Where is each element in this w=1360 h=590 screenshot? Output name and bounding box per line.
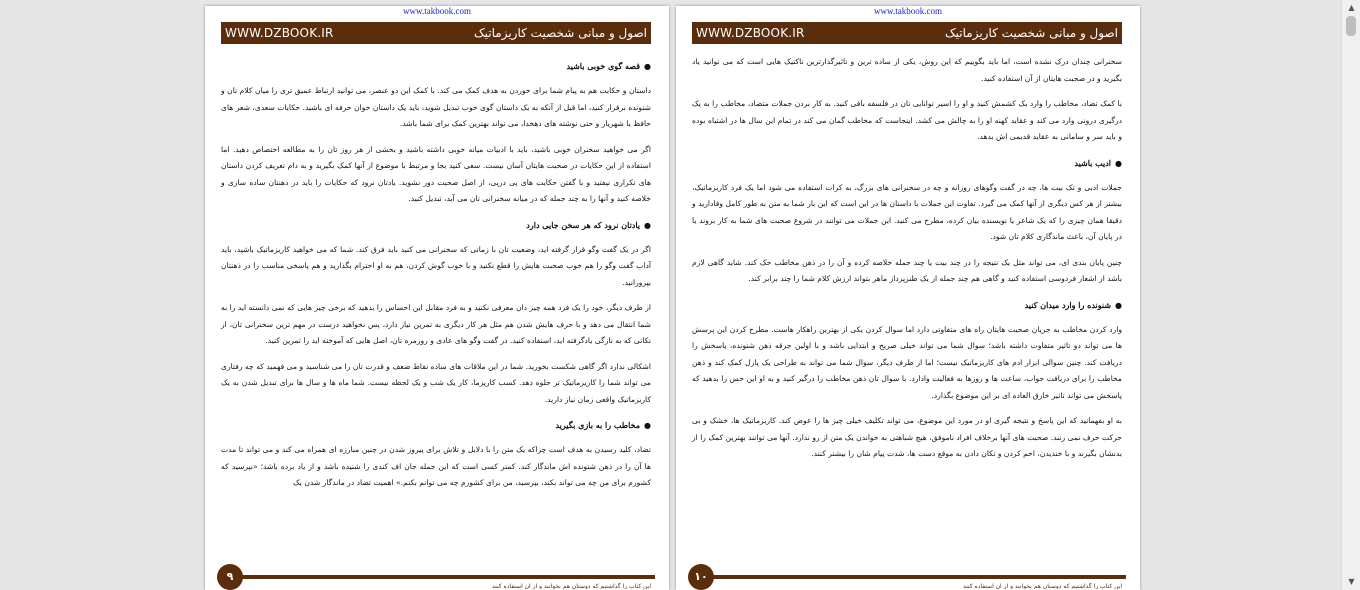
site-url: WWW.DZBOOK.IR: [696, 26, 805, 40]
paragraph: وارد کردن مخاطب به جریان صحبت هایتان راه های متفاوتی دارد اما سوال کردن یکی از بهترین راهکار هاست. مطرح کردن این پرسش ها می تواند دو تاثیر متفاوت داشته باشد؛ سوال شما می تواند خیلی صریح و ابتدایی باشد و با اولین جرقه ذهن شنونده، پاسخش را دریافت کند. چنین سوالی ابزار ادم های کاریزماتیک نیست؛ اما از طرف دیگر، سوال شما می تواند به طراحی یک پازل کمک کند و ذهن مخاطب را برای دریافت جواب، ساعت ها و روزها به فعالیت وادارد. با سوال تان ذهن مخاطب را درگیر کنید و به او این حس را بدهید که پاسخش می تواند تاثیر خارق العاده ای بر این موضوع بگذارد.: [692, 324, 1122, 400]
page-url[interactable]: www.takbook.com: [874, 6, 942, 16]
paragraph: اگر در یک گفت وگو قرار گرفته اید، وضعیت تان با زمانی که سخنرانی می کنید باید فرق کند. شما که می خواهید کاریزماتیک باشید، باید آداب گفت وگو را هم خوب صحبت هایش را قطع نکنید و با خوب گوش کردن، هم به او احترام بگذارید و هم پاسخی مناسب را در ذهنتان بپرورانید.: [221, 244, 651, 287]
paragraph: اشکالی ندارد اگر گاهی شکست بخورید. شما در این ملاقات های ساده نقاط ضعف و قدرت تان را می شناسید و می فهمید که چه رفتاری می تواند شما را کاریزماتیک تر جلوه دهد. کسب کاریزما، کار یک شب و یک لحظه نیست. شما ماه ها و سال ها برای تبدیل شدن به یک کاریزماتیک واقعی زمان نیاز دارید.: [221, 361, 651, 404]
page-body: [692, 54, 1122, 472]
footnote: این کتاب را گذاشتیم که دوستان هم بخوانند و از آن استفاده کنند: [492, 583, 651, 589]
page-number: ۱۰: [688, 564, 714, 590]
page-footer: [688, 562, 1126, 590]
section-heading: ●یادتان نرود که هر سخن جایی دارد: [526, 219, 651, 230]
page-footer: [217, 562, 655, 590]
book-title: اصول و مبانی شخصیت کاریزماتیک: [473, 26, 647, 40]
paragraph: از طرف دیگر، خود را یک فرد همه چیز دان معرفی نکنید و به فرد مقابل این احساس را بدهید که برخی چیز هایی که نمی دانسته اید را به شما انتقال می دهد و با حرف هایش شدن هم مثل هر کار دیگری به تمرین نیاز دارد، پس نخواهید درست در مهم ترین سخنرانی تان، از نکاتی که به تازگی یادگرفته اید، استفاده کنید. در گفت وگو های عادی و روزمره تان، اصل هایی که آموخته اید را تمرین کنید.: [221, 303, 651, 345]
paragraph: اگر می خواهید سخنران خوبی باشید، باید با ادبیات میانه خوبی داشته باشید و بخشی از هر روز تان را به مطالعه اختصاص دهید. اما استفاده از این حکایات در صحبت هایتان آسان نیست. سعی کنید بجا و مرتبط با موضوع از آنها کمک بگیرید و به دام تعریف کردن داستان های تکراری نیفتید و با گفتن حکایت های پی درپی، از اصل صحبت دور نشوید. یادتان نرود که حکایات را باید در ذهنتان ساده سازی و خلاصه کنید و آنها را به چند جمله که در میانه سخنرانی تان می آید، تبدیل کنید.: [221, 144, 651, 203]
page-header: [692, 22, 1122, 44]
paragraph: سخنرانی چندان درک نشده است، اما باید بگوییم که این روش، یکی از ساده ترین و تاثیرگذارترین تاکتیک هایی است که می توانید یاد بگیرید و در صحبت هایتان از آن استفاده کنید.: [692, 57, 1122, 83]
bullet-icon: ●: [1115, 157, 1122, 168]
scroll-up-arrow-icon[interactable]: ▲: [1348, 3, 1355, 12]
page-number: ۹: [217, 564, 243, 590]
footnote: این کتاب را گذاشتیم که دوستان هم بخوانند و از آن استفاده کنند: [963, 583, 1122, 589]
paragraph: با کمک تضاد، مخاطب را وارد یک کشمش کنید و او را اسیر توانایی تان در فلسفه بافی کنید. به کار بردن جملات متضاد، مخاطب را به یک درگیری درونی وارد می کند و عقاید کهنه او را به چالش می کشد. اینجاست که مخاطب گمان می کند در تمام این سال ها در اشتباه بوده و باید سر و سامانی به عقاید قدیمی اش بدهد.: [692, 99, 1122, 141]
section-heading: ●شنونده را وارد میدان کنید: [1024, 299, 1122, 310]
bullet-icon: ●: [644, 61, 651, 71]
page-header: [221, 22, 651, 44]
scroll-down-arrow-icon[interactable]: ▼: [1348, 577, 1355, 586]
bullet-icon: ●: [644, 219, 651, 230]
page-url[interactable]: www.takbook.com: [403, 6, 471, 16]
page-left: [205, 6, 669, 590]
section-heading: ●مخاطب را به بازی بگیرید: [555, 420, 651, 430]
paragraph: تضاد، کلید رسیدن به هدف است چراکه یک متن را با دلایل و تلاش برای پیروز شدن در چنین مبارزه ای همراه می کند و می تواند تا مدت ها آن را در ذهن شنونده اش ماندگار کند. کمتر کسی است که این جمله جان اف کندی را شنیده باشد و از یاد برده باشد؛ «نپرسید که کشورم برای من چه می تواند بکند، بپرسید، من برای کشورم چه می توانم بکنم.» اهمیت تضاد در ماندگار شدن یک: [221, 445, 651, 487]
paragraph: چنین پایان بندی ای، می تواند مثل یک نتیجه را در چند بیت یا چند جمله خلاصه کرده و آن را در ذهن مخاطب حک کند. شاید گاهی لازم باشد از اشعار فردوسی استفاده کنید و گاهی هم چند جمله از یک طنزپرداز ماهر بتواند ارزش کلام شما را چند برابر کند.: [692, 257, 1122, 283]
section-heading: ●ادیب باشید: [1074, 157, 1122, 168]
section-heading: ●قصه گوی خوبی باشید: [566, 61, 651, 71]
paragraph: داستان و حکایت هم به پیام شما برای خوردن به هدف کمک می کند. با کمک این دو عنصر، می توانید ارتباط عمیق تری را میان کلام تان و شنونده برقرار کنید، اما قبل از آنکه به یک داستان گوی خوب تبدیل شوید، باید یک داستان خوان حرفه ای باشید. حکایات سعدی، شعر های حافظ یا شهریار و حتی نوشته های دهخدا، می تواند بهترین کمک برای شما باشد.: [221, 86, 651, 128]
page-body: [221, 54, 651, 501]
footer-rule: [241, 575, 655, 579]
vertical-scrollbar[interactable]: [1341, 0, 1360, 590]
site-url: WWW.DZBOOK.IR: [225, 26, 334, 40]
book-title: اصول و مبانی شخصیت کاریزماتیک: [944, 26, 1118, 40]
footer-rule: [712, 575, 1126, 579]
paragraph: به او بفهمانید که این پاسخ و نتیجه گیری او در مورد این موضوع، می تواند تکلیف خیلی چیز ها را عوض کند. کاریزماتیک ها، خشک و بی حرکت حرف نمی زنند. صحبت های آنها برخلاف افراد ناموفق، هیچ شباهتی به خواندن یک متن از رو ندارد. آنها می توانند بهترین کمک را از بدنشان بگیرند و با خندیدن، اخم کردن و تکان دادن به موقع دست ها، شدت پیام شان را بیشتر کنند.: [692, 416, 1122, 458]
scrollbar-thumb[interactable]: [1346, 16, 1356, 36]
bullet-icon: ●: [1115, 299, 1122, 310]
page-right: [676, 6, 1140, 590]
paragraph: جملات ادبی و تک بیت ها، چه در گفت وگوهای روزانه و چه در سخنرانی های بزرگ، به کرات استفاده می شود اما یک فرد کاریزماتیک، بیشتر از هر کس دیگری از آنها کمک می گیرد. تفاوت این جملات با داستان ها در این است که این بار شما به متن به طور کامل وفادارید و دقیقا همان چیزی را که یک شاعر یا نویسنده بیان کرده، مطرح می کنید. این جملات می توانند در شروع صحبت های شما به کار بروند یا در پایان آن، باعث ماندگاری کلام تان شود.: [692, 182, 1122, 241]
bullet-icon: ●: [644, 420, 651, 430]
